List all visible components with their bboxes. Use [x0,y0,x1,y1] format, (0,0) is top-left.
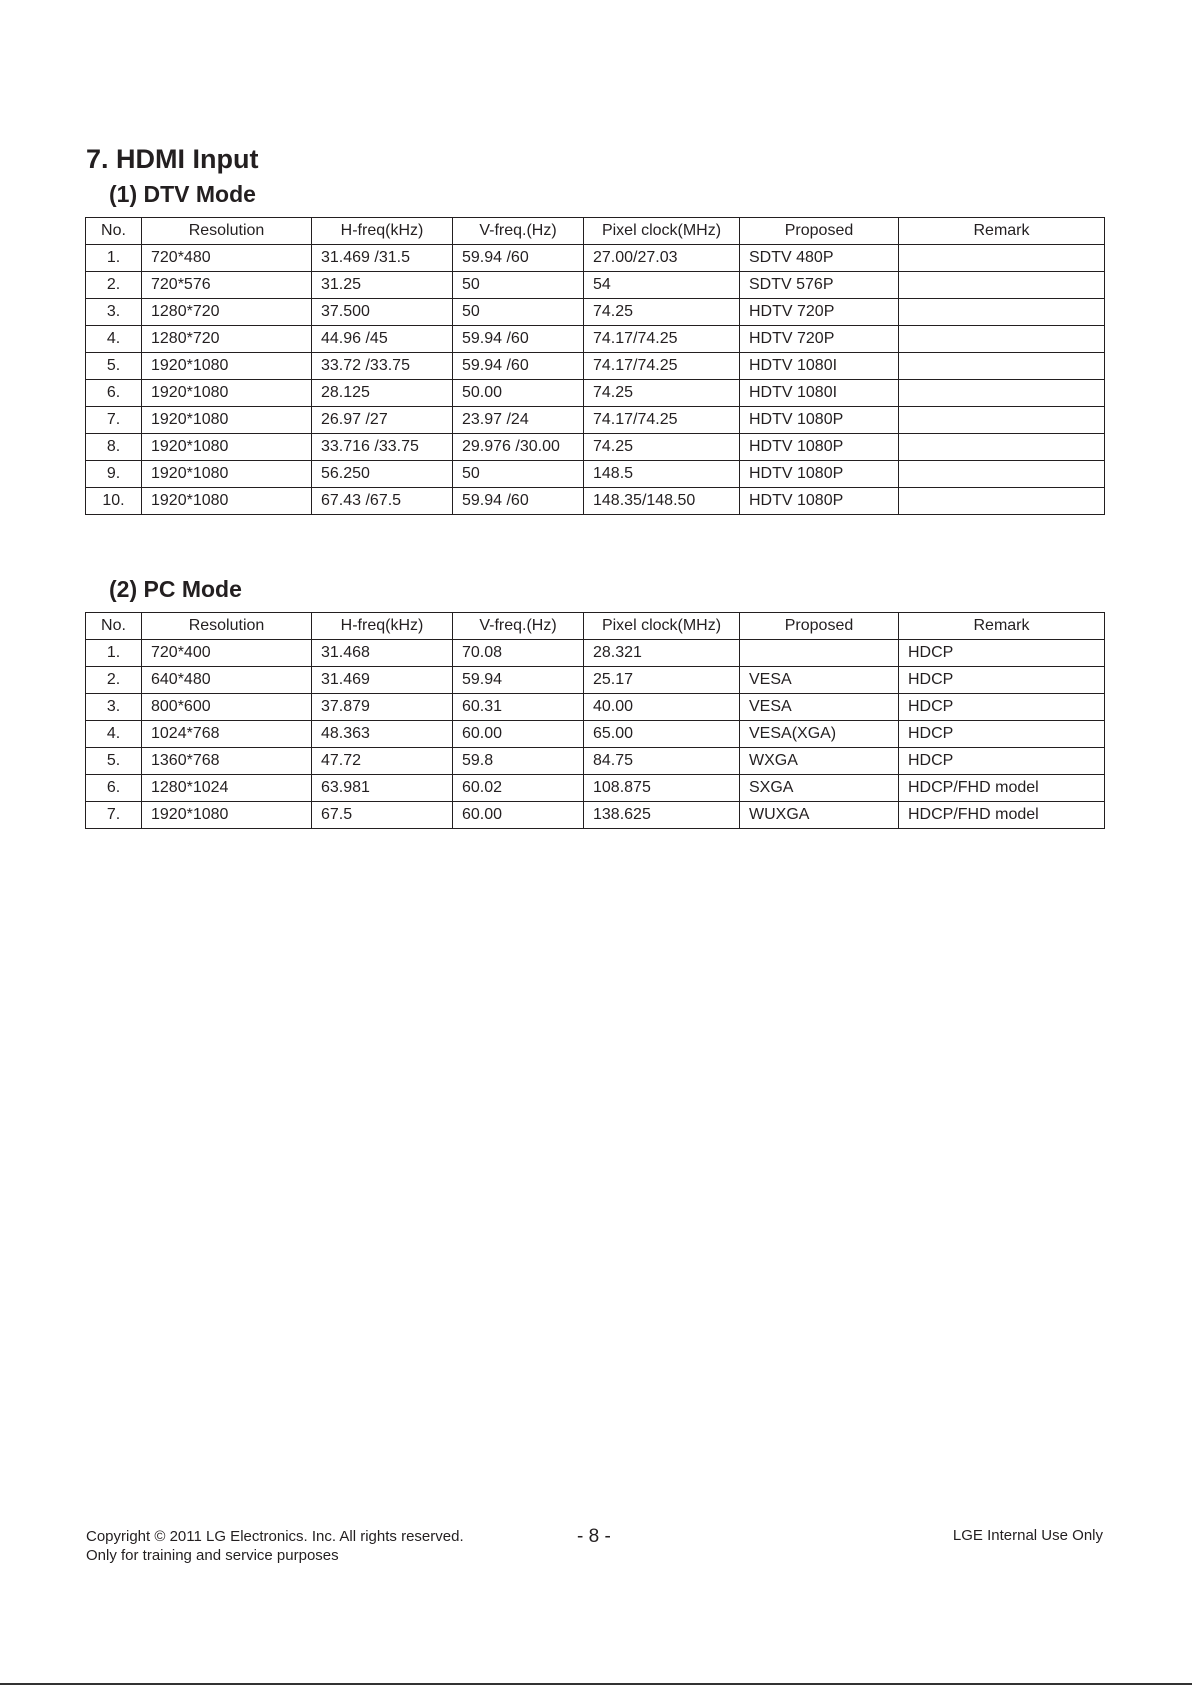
column-header-resolution: Resolution [142,218,312,245]
column-header-pixel-clock: Pixel clock(MHz) [584,613,740,640]
cell-remark [899,245,1105,272]
cell-resolution: 1360*768 [142,748,312,775]
cell-remark [899,380,1105,407]
cell-resolution: 1920*1080 [142,353,312,380]
cell-proposed: SDTV 480P [740,245,899,272]
cell-resolution: 1920*1080 [142,380,312,407]
cell-proposed: WUXGA [740,802,899,829]
cell-remark [899,434,1105,461]
table-row [86,326,1105,353]
cell-resolution: 1920*1080 [142,461,312,488]
cell-no: 4. [86,721,142,748]
cell-resolution: 1920*1080 [142,434,312,461]
cell-proposed: VESA(XGA) [740,721,899,748]
cell-remark [899,488,1105,515]
cell-remark: HDCP [899,721,1105,748]
cell-remark [899,272,1105,299]
cell-no: 4. [86,326,142,353]
cell-v-freq: 50 [453,461,584,488]
cell-v-freq: 59.94 /60 [453,326,584,353]
cell-v-freq: 60.00 [453,721,584,748]
cell-resolution: 640*480 [142,667,312,694]
table-row [86,407,1105,434]
cell-v-freq: 59.94 /60 [453,245,584,272]
cell-resolution: 1920*1080 [142,407,312,434]
cell-remark: HDCP [899,640,1105,667]
cell-no: 5. [86,748,142,775]
table-body [86,245,1105,515]
cell-v-freq: 60.02 [453,775,584,802]
section-title-dtv-mode: (1) DTV Mode [109,181,256,207]
cell-v-freq: 50 [453,299,584,326]
cell-v-freq: 59.8 [453,748,584,775]
cell-v-freq: 50.00 [453,380,584,407]
cell-resolution: 1280*720 [142,299,312,326]
cell-resolution: 800*600 [142,694,312,721]
cell-h-freq: 48.363 [312,721,453,748]
column-header-v-freq: V-freq.(Hz) [453,613,584,640]
cell-pixel-clock: 27.00/27.03 [584,245,740,272]
column-header-v-freq: V-freq.(Hz) [453,218,584,245]
cell-h-freq: 67.5 [312,802,453,829]
cell-resolution: 1280*720 [142,326,312,353]
cell-resolution: 720*480 [142,245,312,272]
cell-h-freq: 44.96 /45 [312,326,453,353]
cell-pixel-clock: 74.25 [584,380,740,407]
cell-remark: HDCP [899,667,1105,694]
cell-no: 1. [86,640,142,667]
cell-proposed: HDTV 1080P [740,407,899,434]
page-number: - 8 - [577,1526,611,1547]
table-row [86,353,1105,380]
cell-v-freq: 50 [453,272,584,299]
cell-proposed: WXGA [740,748,899,775]
section-title-pc-mode: (2) PC Mode [109,576,242,602]
cell-pixel-clock: 138.625 [584,802,740,829]
cell-pixel-clock: 40.00 [584,694,740,721]
cell-pixel-clock: 74.25 [584,299,740,326]
cell-no: 7. [86,802,142,829]
cell-pixel-clock: 108.875 [584,775,740,802]
cell-proposed: HDTV 720P [740,299,899,326]
column-header-pixel-clock: Pixel clock(MHz) [584,218,740,245]
column-header-no: No. [86,613,142,640]
cell-proposed: VESA [740,694,899,721]
cell-no: 9. [86,461,142,488]
dtv-mode-table [85,217,1105,515]
cell-no: 2. [86,667,142,694]
cell-proposed [740,640,899,667]
cell-remark [899,299,1105,326]
cell-h-freq: 31.468 [312,640,453,667]
cell-pixel-clock: 74.25 [584,434,740,461]
cell-resolution: 720*400 [142,640,312,667]
cell-no: 5. [86,353,142,380]
column-header-resolution: Resolution [142,613,312,640]
cell-v-freq: 60.00 [453,802,584,829]
cell-pixel-clock: 74.17/74.25 [584,326,740,353]
cell-remark: HDCP [899,694,1105,721]
cell-pixel-clock: 74.17/74.25 [584,353,740,380]
cell-remark: HDCP [899,748,1105,775]
cell-v-freq: 60.31 [453,694,584,721]
cell-no: 6. [86,380,142,407]
cell-h-freq: 33.716 /33.75 [312,434,453,461]
table-header [86,613,1105,640]
cell-no: 8. [86,434,142,461]
cell-h-freq: 33.72 /33.75 [312,353,453,380]
cell-resolution: 1920*1080 [142,802,312,829]
column-header-remark: Remark [899,613,1105,640]
column-header-remark: Remark [899,218,1105,245]
cell-no: 1. [86,245,142,272]
cell-remark [899,407,1105,434]
cell-remark [899,353,1105,380]
table-row [86,775,1105,802]
cell-resolution: 1024*768 [142,721,312,748]
cell-h-freq: 31.25 [312,272,453,299]
column-header-proposed: Proposed [740,613,899,640]
cell-remark: HDCP/FHD model [899,802,1105,829]
cell-h-freq: 37.500 [312,299,453,326]
cell-v-freq: 59.94 /60 [453,488,584,515]
column-header-h-freq: H-freq(kHz) [312,218,453,245]
copyright-text: Copyright © 2011 LG Electronics. Inc. All rights reserved. [86,1528,464,1545]
cell-no: 6. [86,775,142,802]
cell-pixel-clock: 54 [584,272,740,299]
cell-no: 7. [86,407,142,434]
cell-h-freq: 67.43 /67.5 [312,488,453,515]
cell-h-freq: 31.469 [312,667,453,694]
table-row [86,434,1105,461]
table-row [86,802,1105,829]
column-header-no: No. [86,218,142,245]
table-row [86,694,1105,721]
table-row [86,667,1105,694]
cell-resolution: 1280*1024 [142,775,312,802]
column-header-proposed: Proposed [740,218,899,245]
cell-h-freq: 47.72 [312,748,453,775]
purpose-text: Only for training and service purposes [86,1547,339,1564]
cell-proposed: HDTV 1080P [740,488,899,515]
footer-left [86,1527,464,1565]
usage-notice: LGE Internal Use Only [952,1527,1103,1544]
table-row [86,461,1105,488]
cell-no: 10. [86,488,142,515]
cell-pixel-clock: 65.00 [584,721,740,748]
cell-proposed: SXGA [740,775,899,802]
cell-h-freq: 26.97 /27 [312,407,453,434]
cell-pixel-clock: 28.321 [584,640,740,667]
table-row [86,380,1105,407]
cell-proposed: HDTV 720P [740,326,899,353]
cell-pixel-clock: 25.17 [584,667,740,694]
cell-proposed: VESA [740,667,899,694]
cell-proposed: HDTV 1080P [740,434,899,461]
table-body [86,640,1105,829]
cell-v-freq: 29.976 /30.00 [453,434,584,461]
pc-mode-table [85,612,1105,829]
column-header-h-freq: H-freq(kHz) [312,613,453,640]
cell-h-freq: 37.879 [312,694,453,721]
cell-resolution: 1920*1080 [142,488,312,515]
table-row [86,488,1105,515]
cell-proposed: HDTV 1080I [740,353,899,380]
cell-v-freq: 70.08 [453,640,584,667]
table-row [86,272,1105,299]
cell-h-freq: 63.981 [312,775,453,802]
table-header [86,218,1105,245]
cell-v-freq: 59.94 [453,667,584,694]
cell-resolution: 720*576 [142,272,312,299]
table-row [86,748,1105,775]
cell-pixel-clock: 148.35/148.50 [584,488,740,515]
cell-h-freq: 56.250 [312,461,453,488]
cell-no: 2. [86,272,142,299]
cell-proposed: SDTV 576P [740,272,899,299]
table-row [86,299,1105,326]
table-row [86,721,1105,748]
cell-v-freq: 59.94 /60 [453,353,584,380]
cell-no: 3. [86,299,142,326]
header-row [86,218,1105,245]
cell-h-freq: 28.125 [312,380,453,407]
table-row [86,640,1105,667]
page-title: 7. HDMI Input [86,144,259,174]
cell-remark [899,461,1105,488]
cell-proposed: HDTV 1080I [740,380,899,407]
cell-no: 3. [86,694,142,721]
cell-remark [899,326,1105,353]
cell-pixel-clock: 84.75 [584,748,740,775]
cell-remark: HDCP/FHD model [899,775,1105,802]
cell-pixel-clock: 148.5 [584,461,740,488]
table-row [86,245,1105,272]
cell-v-freq: 23.97 /24 [453,407,584,434]
cell-h-freq: 31.469 /31.5 [312,245,453,272]
cell-pixel-clock: 74.17/74.25 [584,407,740,434]
cell-proposed: HDTV 1080P [740,461,899,488]
header-row [86,613,1105,640]
